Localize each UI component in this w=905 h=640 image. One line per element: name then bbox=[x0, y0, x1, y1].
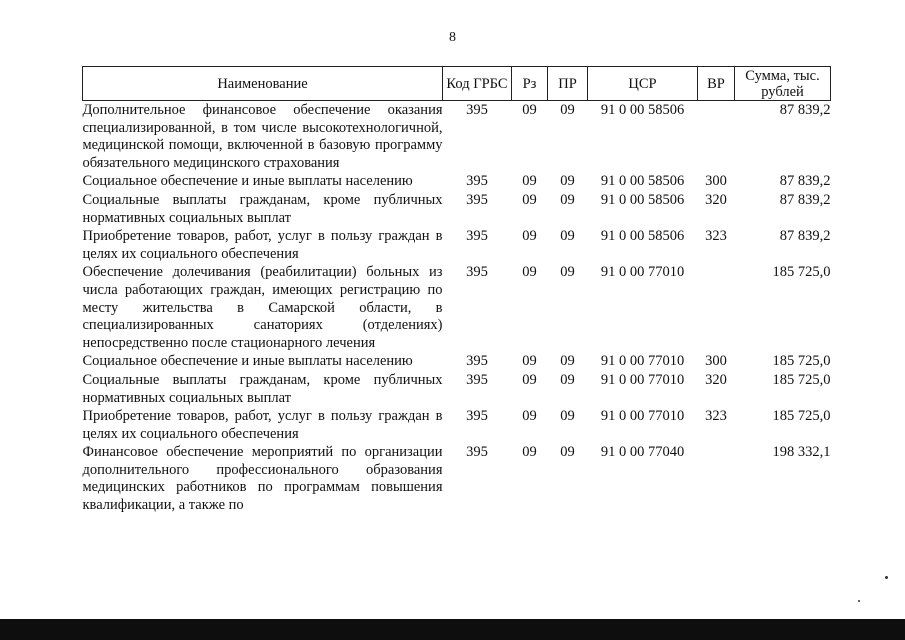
cell-vr: 300 bbox=[705, 173, 727, 190]
cell-csr: 91 0 00 58506 bbox=[600, 191, 685, 208]
cell-grbs: 395 bbox=[466, 173, 488, 190]
cell-grbs: 395 bbox=[466, 444, 488, 461]
cell-name: Финансовое обеспечение мероприятий по организации дополнительного профессионального образования медицинских работников по программам повышения квалификации, а также по bbox=[82, 444, 443, 514]
scan-speck bbox=[885, 576, 888, 579]
cell-rz: 09 bbox=[522, 353, 537, 370]
table-row bbox=[83, 227, 831, 263]
cell-vr bbox=[698, 101, 735, 173]
cell-sum: 87 839,2 bbox=[779, 228, 831, 245]
page-number: 8 bbox=[449, 30, 456, 45]
column-header-vr: ВР bbox=[698, 67, 735, 101]
table-row bbox=[83, 263, 831, 352]
table-row bbox=[83, 371, 831, 407]
cell-rz: 09 bbox=[522, 408, 537, 425]
cell-name: Социальное обеспечение и иные выплаты населению bbox=[82, 173, 413, 190]
cell-rz: 09 bbox=[522, 228, 537, 245]
cell-grbs: 395 bbox=[466, 264, 488, 281]
cell-vr: 320 bbox=[705, 371, 727, 388]
cell-csr: 91 0 00 58506 bbox=[600, 228, 685, 245]
cell-name: Социальное обеспечение и иные выплаты населению bbox=[82, 353, 413, 370]
scan-speck bbox=[858, 600, 860, 602]
cell-rz: 09 bbox=[522, 102, 537, 118]
cell-csr: 91 0 00 77010 bbox=[600, 353, 685, 370]
table-row bbox=[83, 407, 831, 443]
cell-rz: 09 bbox=[522, 444, 537, 461]
column-header-rz: Рз bbox=[512, 67, 548, 101]
cell-pr: 09 bbox=[560, 264, 575, 281]
cell-csr: 91 0 00 58506 bbox=[600, 102, 685, 118]
table-row bbox=[83, 191, 831, 227]
cell-rz: 09 bbox=[522, 371, 537, 388]
cell-rz: 09 bbox=[522, 191, 537, 208]
cell-grbs: 395 bbox=[466, 408, 488, 425]
column-header-grbs: Код ГРБС bbox=[443, 67, 512, 101]
cell-sum: 185 725,0 bbox=[772, 264, 831, 281]
cell-name: Социальные выплаты гражданам, кроме публичных нормативных социальных выплат bbox=[82, 371, 443, 406]
table-header-row bbox=[83, 67, 831, 101]
cell-name: Приобретение товаров, работ, услуг в пользу граждан в целях их социального обеспечения bbox=[82, 228, 443, 262]
cell-vr bbox=[698, 263, 735, 352]
cell-pr: 09 bbox=[560, 408, 575, 425]
cell-pr: 09 bbox=[560, 173, 575, 190]
cell-sum: 185 725,0 bbox=[772, 408, 831, 425]
cell-vr: 323 bbox=[705, 228, 727, 245]
cell-pr: 09 bbox=[560, 371, 575, 388]
cell-sum: 87 839,2 bbox=[779, 173, 831, 190]
cell-sum: 87 839,2 bbox=[779, 191, 831, 208]
column-header-csr: ЦСР bbox=[588, 67, 698, 101]
cell-pr: 09 bbox=[560, 228, 575, 245]
cell-csr: 91 0 00 77010 bbox=[600, 408, 685, 425]
cell-sum: 87 839,2 bbox=[779, 102, 831, 118]
cell-csr: 91 0 00 77010 bbox=[600, 264, 685, 281]
cell-sum: 185 725,0 bbox=[772, 371, 831, 388]
scan-bottom-edge bbox=[0, 619, 905, 640]
cell-csr: 91 0 00 77010 bbox=[600, 371, 685, 388]
table-row bbox=[83, 172, 831, 191]
cell-sum: 185 725,0 bbox=[772, 353, 831, 370]
table-row bbox=[83, 352, 831, 371]
cell-name: Приобретение товаров, работ, услуг в пользу граждан в целях их социального обеспечения bbox=[82, 408, 443, 442]
column-header-sum: Сумма, тыс. рублей bbox=[735, 67, 831, 101]
cell-rz: 09 bbox=[522, 173, 537, 190]
table-row bbox=[83, 443, 831, 514]
cell-grbs: 395 bbox=[466, 353, 488, 370]
column-header-pr: ПР bbox=[548, 67, 588, 101]
cell-vr: 323 bbox=[705, 408, 727, 425]
cell-vr: 300 bbox=[705, 353, 727, 370]
cell-vr: 320 bbox=[705, 191, 727, 208]
cell-pr: 09 bbox=[560, 102, 575, 118]
cell-csr: 91 0 00 77040 bbox=[600, 444, 685, 461]
cell-name: Социальные выплаты гражданам, кроме публичных нормативных социальных выплат bbox=[82, 191, 443, 226]
cell-sum: 198 332,1 bbox=[772, 444, 831, 461]
cell-grbs: 395 bbox=[466, 371, 488, 388]
cell-grbs: 395 bbox=[466, 191, 488, 208]
cell-pr: 09 bbox=[560, 191, 575, 208]
cell-pr: 09 bbox=[560, 444, 575, 461]
column-header-name: Наименование bbox=[83, 67, 443, 101]
budget-table bbox=[82, 66, 831, 515]
cell-pr: 09 bbox=[560, 353, 575, 370]
table-row bbox=[83, 101, 831, 173]
cell-name: Дополнительное финансовое обеспечение оказания специализированной, в том числе высокотехнологичной, медицинской помощи, включенной в базовую программу обязательного медицинского страхования bbox=[82, 102, 443, 171]
cell-name: Обеспечение долечивания (реабилитации) больных из числа работающих граждан, имеющих регистрацию по месту жительства в Самарской области, в специализированных санаториях (отделениях) непосредственно после стационарного лечения bbox=[82, 264, 443, 351]
cell-grbs: 395 bbox=[466, 228, 488, 245]
cell-vr bbox=[698, 443, 735, 514]
cell-csr: 91 0 00 58506 bbox=[600, 173, 685, 190]
cell-grbs: 395 bbox=[466, 102, 488, 118]
cell-rz: 09 bbox=[522, 264, 537, 281]
